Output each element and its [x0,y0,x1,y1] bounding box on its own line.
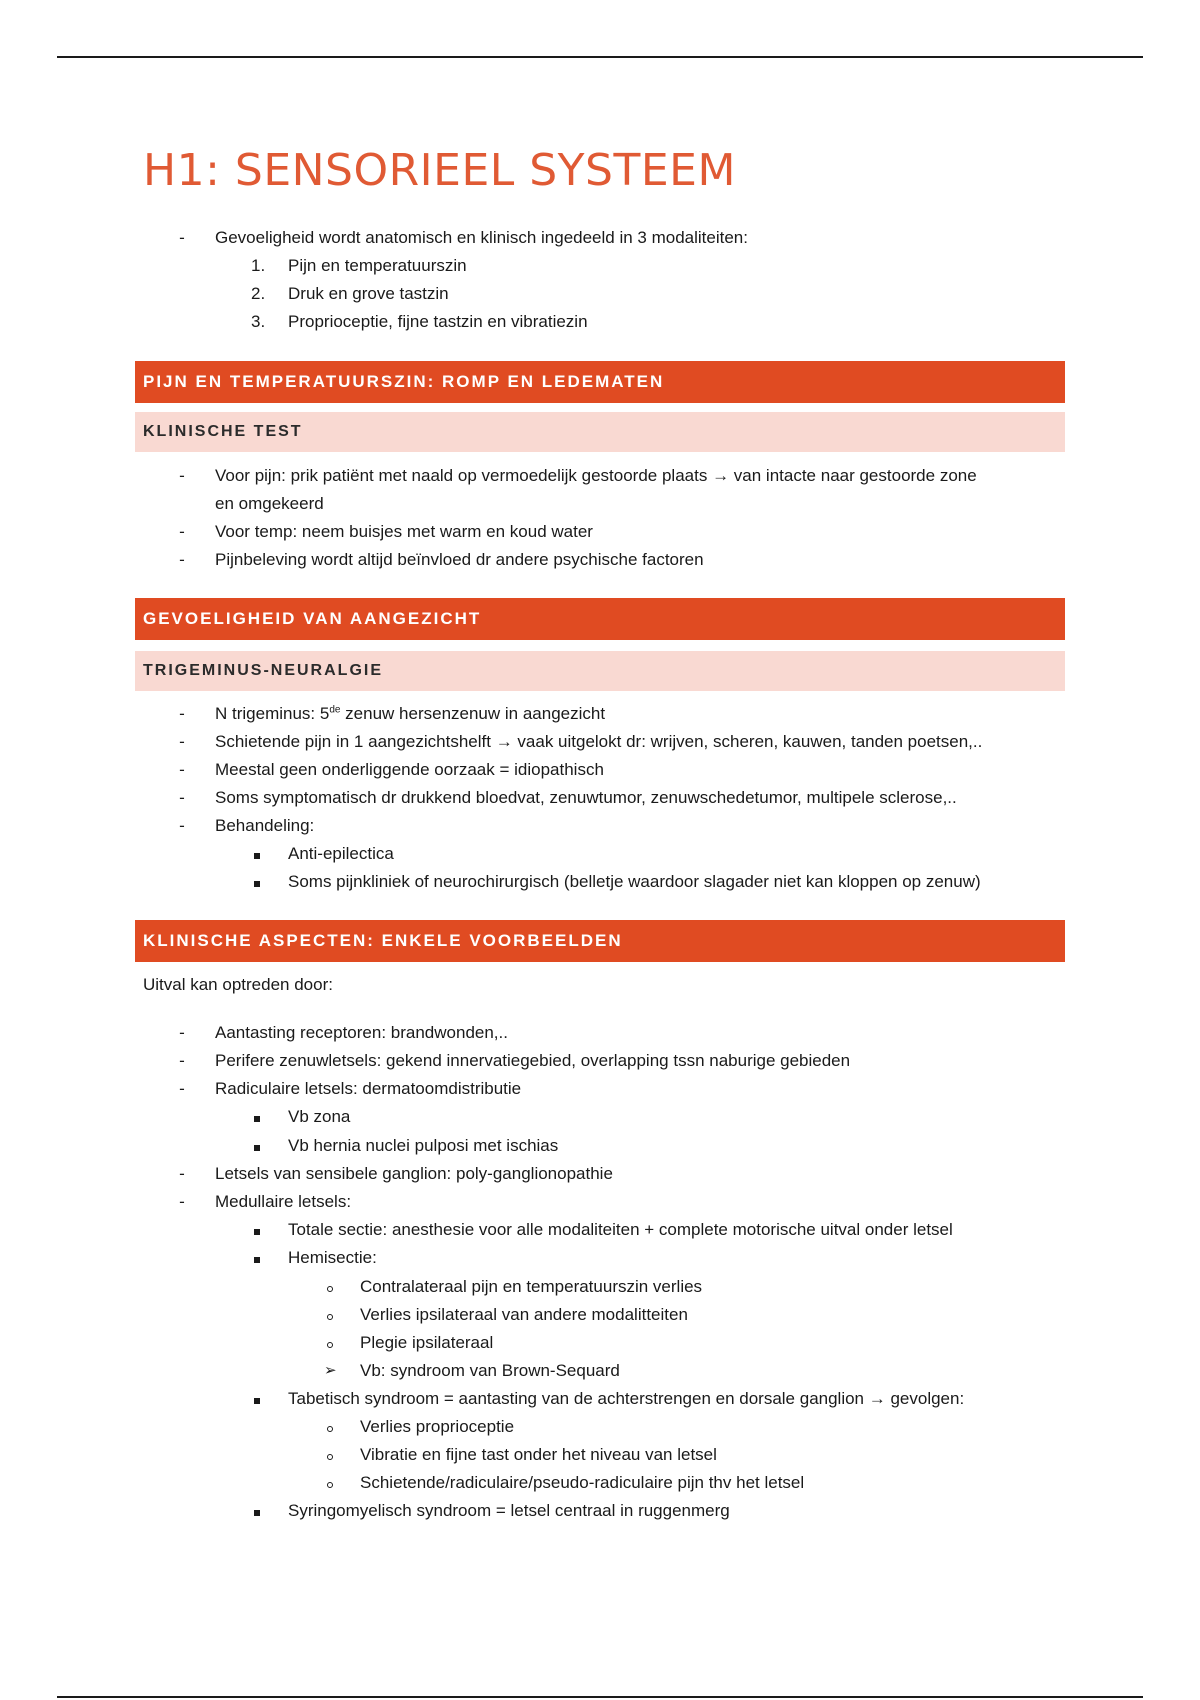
square-bullet [254,1398,260,1404]
sub-list-item: Syringomyelisch syndroom = letsel centraal in ruggenmerg [288,1501,730,1520]
list-item: Radiculaire letsels: dermatoomdistributie [215,1079,522,1098]
intro-item: Gevoeligheid wordt anatomisch en klinisch ingedeeld in 3 modaliteiten: [215,228,748,247]
list-item: N trigeminus: 5de zenuw hersenzenuw in aangezicht [215,704,606,723]
list-item: Letsels van sensibele ganglion: poly-ganglionopathie [215,1164,613,1183]
circle-bullet [327,1314,333,1320]
list-item: Soms symptomatisch dr drukkend bloedvat, zenuwtumor, zenuwschedetumor, multipele sclerose,.. [215,788,957,807]
square-bullet [254,1229,260,1235]
dash-bullet: - [179,1023,185,1042]
dash-bullet: - [179,1164,185,1183]
circle-bullet [327,1454,333,1460]
arrow-bullet-icon: ➢ [324,1362,337,1379]
sub-sub-list-item: Verlies proprioceptie [360,1417,515,1436]
list-item: Medullaire letsels: [215,1192,352,1211]
dash-bullet: - [179,550,185,569]
circle-bullet [327,1286,333,1292]
dash-bullet: - [179,704,185,723]
section-heading: PIJN EN TEMPERATUURSZIN: ROMP EN LEDEMATEN [135,361,1065,403]
dash-bullet: - [179,732,185,751]
square-bullet [254,1510,260,1516]
sub-list-item: Totale sectie: anesthesie voor alle modaliteiten + complete motorische uitval onder letsel [288,1220,953,1239]
list-item: Schietende pijn in 1 aangezichtshelft → vaak uitgelokt dr: wrijven, scheren, kauwen, tanden poetsen,.. [215,732,983,751]
sub-list-item: Vb zona [288,1107,351,1126]
circle-bullet [327,1426,333,1432]
dash-bullet: - [179,788,185,807]
page-title: H1: SENSORIEEL SYSTEEM [143,145,736,196]
sub-sub-list-item: Vb: syndroom van Brown-Sequard [360,1361,620,1380]
sub-sub-list-item: Vibratie en fijne tast onder het niveau van letsel [360,1445,717,1464]
modality-item: Pijn en temperatuurszin [288,256,467,275]
sub-list-item: Hemisectie: [288,1248,377,1267]
subsection-heading: TRIGEMINUS-NEURALGIE [135,651,1065,691]
dash-bullet: - [179,816,185,835]
sub-sub-list-item: Contralateraal pijn en temperatuurszin verlies [360,1277,703,1296]
paragraph: Uitval kan optreden door: [143,975,333,994]
square-bullet [254,1145,260,1151]
list-number: 2. [251,284,266,303]
square-bullet [254,881,260,887]
list-item: Pijnbeleving wordt altijd beïnvloed dr andere psychische factoren [215,550,704,569]
list-item: Aantasting receptoren: brandwonden,.. [215,1023,508,1042]
sub-list-item: Soms pijnkliniek of neurochirurgisch (belletje waardoor slagader niet kan kloppen op zenuw) [288,872,981,891]
dash-bullet: - [179,228,185,247]
circle-bullet [327,1482,333,1488]
list-item-continuation: en omgekeerd [215,494,324,513]
modality-item: Proprioceptie, fijne tastzin en vibratiezin [288,312,588,331]
square-bullet [254,1257,260,1263]
section-heading: GEVOELIGHEID VAN AANGEZICHT [135,598,1065,640]
sub-list-item: Anti-epilectica [288,844,394,863]
dash-bullet: - [179,1051,185,1070]
dash-bullet: - [179,466,185,485]
footer-rule [57,1696,1143,1698]
sub-list-item: Vb hernia nuclei pulposi met ischias [288,1136,559,1155]
subsection-heading: KLINISCHE TEST [135,412,1065,452]
square-bullet [254,1116,260,1122]
list-item: Voor pijn: prik patiënt met naald op vermoedelijk gestoorde plaats → van intacte naar gestoorde zone [215,466,977,485]
dash-bullet: - [179,1079,185,1098]
list-item: Voor temp: neem buisjes met warm en koud water [215,522,593,541]
list-number: 1. [251,256,266,275]
list-item: Meestal geen onderliggende oorzaak = idiopathisch [215,760,604,779]
square-bullet [254,853,260,859]
dash-bullet: - [179,1192,185,1211]
section-heading: KLINISCHE ASPECTEN: ENKELE VOORBEELDEN [135,920,1065,962]
dash-bullet: - [179,760,185,779]
list-number: 3. [251,312,266,331]
list-item: Perifere zenuwletsels: gekend innervatiegebied, overlapping tssn naburige gebieden [215,1051,851,1070]
header-rule [57,56,1143,58]
sub-list-item: Tabetisch syndroom = aantasting van de achterstrengen en dorsale ganglion → gevolgen: [288,1389,965,1408]
modality-item: Druk en grove tastzin [288,284,449,303]
sub-sub-list-item: Schietende/radiculaire/pseudo-radiculaire pijn thv het letsel [360,1473,805,1492]
dash-bullet: - [179,522,185,541]
sub-sub-list-item: Plegie ipsilateraal [360,1333,494,1352]
list-item: Behandeling: [215,816,315,835]
circle-bullet [327,1342,333,1348]
sub-sub-list-item: Verlies ipsilateraal van andere modalitteiten [360,1305,688,1324]
